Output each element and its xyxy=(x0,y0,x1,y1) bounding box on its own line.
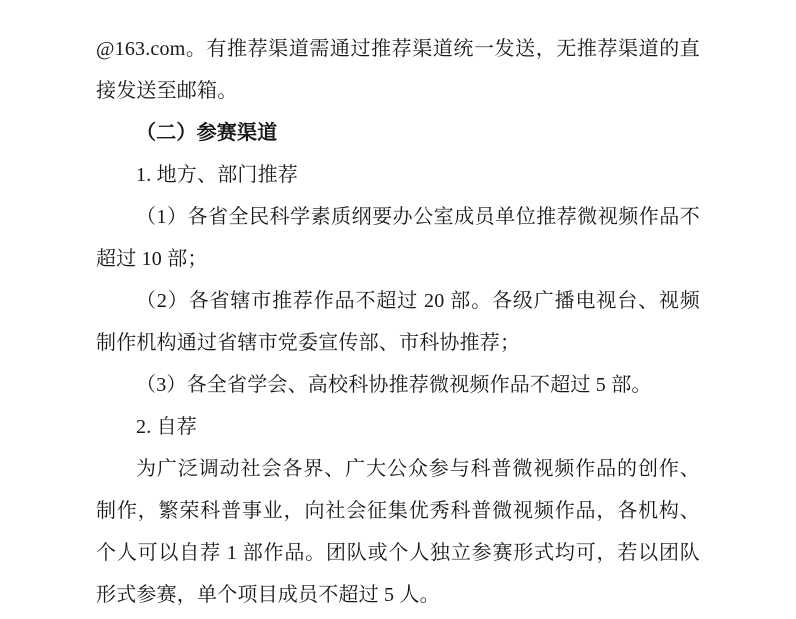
paragraph-item-2: （2）各省辖市推荐作品不超过 20 部。各级广播电视台、视频制作机构通过省辖市党委宣传部、市科协推荐； xyxy=(96,290,700,354)
subheading-local-department-recommendation: 1. 地方、部门推荐 xyxy=(136,164,298,186)
paragraph-item-1: （1）各省全民科学素质纲要办公室成员单位推荐微视频作品不超过 10 部； xyxy=(96,206,700,270)
document-body xyxy=(96,28,700,616)
paragraph-item-3: （3）各全省学会、高校科协推荐微视频作品不超过 5 部。 xyxy=(136,374,652,396)
section-heading-entry-channels: （二）参赛渠道 xyxy=(136,122,278,144)
paragraph-self-recommendation-body: 为广泛调动社会各界、广大公众参与科普微视频作品的创作、制作，繁荣科普事业，向社会征集优秀科普微视频作品，各机构、个人可以自荐 1 部作品。团队或个人独立参赛形式均可，若以团队形式参赛，单个项目成员不超过 5 人。 xyxy=(96,458,700,606)
paragraph-continuation: @163.com。有推荐渠道需通过推荐渠道统一发送，无推荐渠道的直接发送至邮箱。 xyxy=(96,38,700,102)
subheading-self-recommendation: 2. 自荐 xyxy=(136,416,197,438)
